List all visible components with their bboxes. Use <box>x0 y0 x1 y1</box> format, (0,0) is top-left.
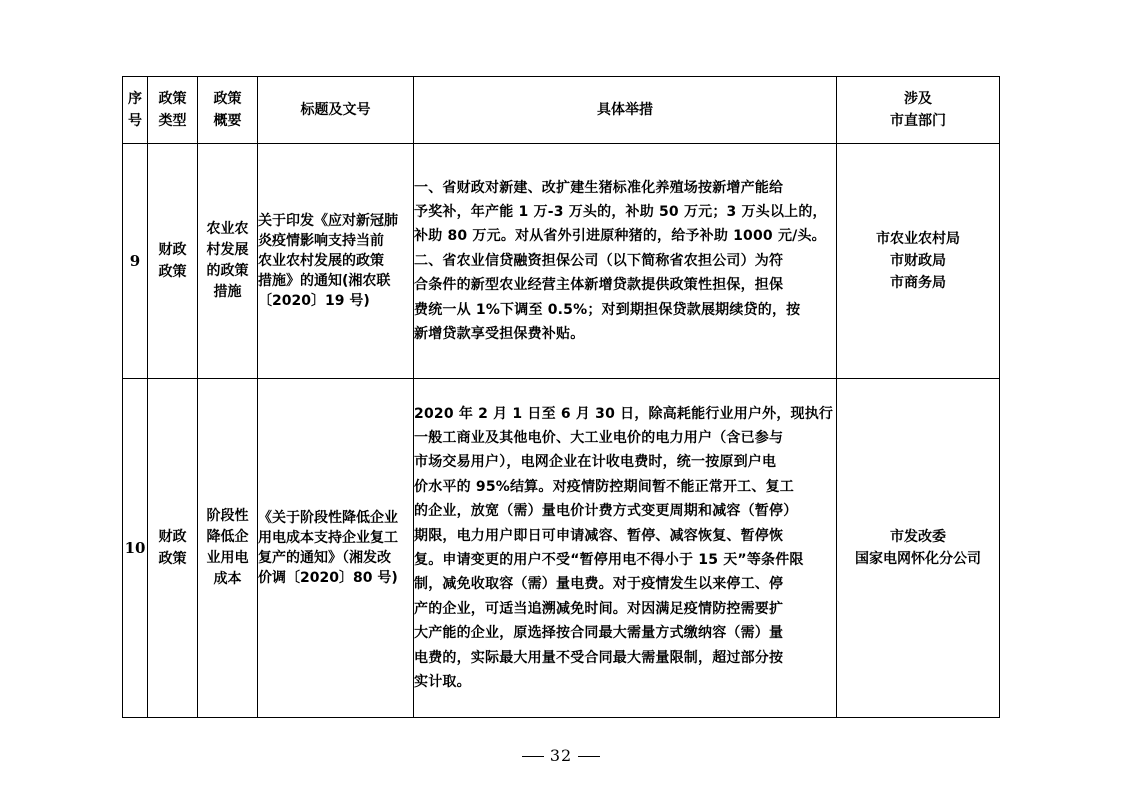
policy-summary: 阶段性 降低企 业用电 成本 <box>198 379 258 718</box>
policy-type: 财政 政策 <box>148 144 198 379</box>
policy-title: 关于印发《应对新冠肺 炎疫情影响支持当前 农业农村发展的政策 措施》的通知(湘农联 〔2020〕19 号) <box>258 144 414 379</box>
header-policy-type: 政策 类型 <box>148 77 198 144</box>
header-row <box>123 77 1000 144</box>
policy-title: 《关于阶段性降低企业 用电成本支持企业复工 复产的通知》（湘发改 价调〔2020〕80 号) <box>258 379 414 718</box>
policy-type: 财政 政策 <box>148 379 198 718</box>
page-footer <box>0 746 1122 765</box>
policy-measures: 一、省财政对新建、改扩建生猪标准化养殖场按新增产能给 予奖补，年产能 1 万-3 万头的，补助 50 万元；3 万头以上的， 补助 80 万元。对从省外引进原种猪的，给予补助 1000 元/头。 二、省农业信贷融资担保公司（以下简称省农担公司）为符 合条件的新型农业经营主体新增贷款提供政策性担保，担保 费统一从 1%下调至 0.5%；对到期担保贷款展期续贷的，按 新增贷款享受担保费补贴。 <box>414 144 837 379</box>
departments: 市农业农村局 市财政局 市商务局 <box>837 144 1000 379</box>
policy-summary: 农业农 村发展 的政策 措施 <box>198 144 258 379</box>
row-number: 10 <box>123 379 148 718</box>
header-policy-summary: 政策 概要 <box>198 77 258 144</box>
header-title: 标题及文号 <box>258 77 414 144</box>
page-number: 32 <box>549 746 573 765</box>
policy-table <box>122 76 1000 718</box>
policy-measures: 2020 年 2 月 1 日至 6 月 30 日，除高耗能行业用户外，现执行 一般工商业及其他电价、大工业电价的电力用户（含已参与 市场交易用户），电网企业在计收电费时，统一按原到户电 价水平的 95%结算。对疫情防控期间暂不能正常开工、复工 的企业，放宽（需）量电价计费方式变更周期和减容（暂停） 期限，电力用户即日可申请减容、暂停、减容恢复、暂停恢 复。申请变更的用户不受“暂停用电不得小于 15 天”等条件限 制，减免收取容（需）量电费。对于疫情发生以来停工、停 产的企业，可适当追溯减免时间。对因满足疫情防控需要扩 大产能的企业，原选择按合同最大需量方式缴纳容（需）量 电费的，实际最大用量不受合同最大需量限制，超过部分按 实计取。 <box>414 379 837 718</box>
header-department: 涉及 市直部门 <box>837 77 1000 144</box>
table-row <box>123 379 1000 718</box>
row-number: 9 <box>123 144 148 379</box>
dash-left <box>522 756 544 757</box>
header-measures: 具体举措 <box>414 77 837 144</box>
table-row <box>123 144 1000 379</box>
dash-right <box>578 756 600 757</box>
header-no: 序 号 <box>123 77 148 144</box>
departments: 市发改委 国家电网怀化分公司 <box>837 379 1000 718</box>
